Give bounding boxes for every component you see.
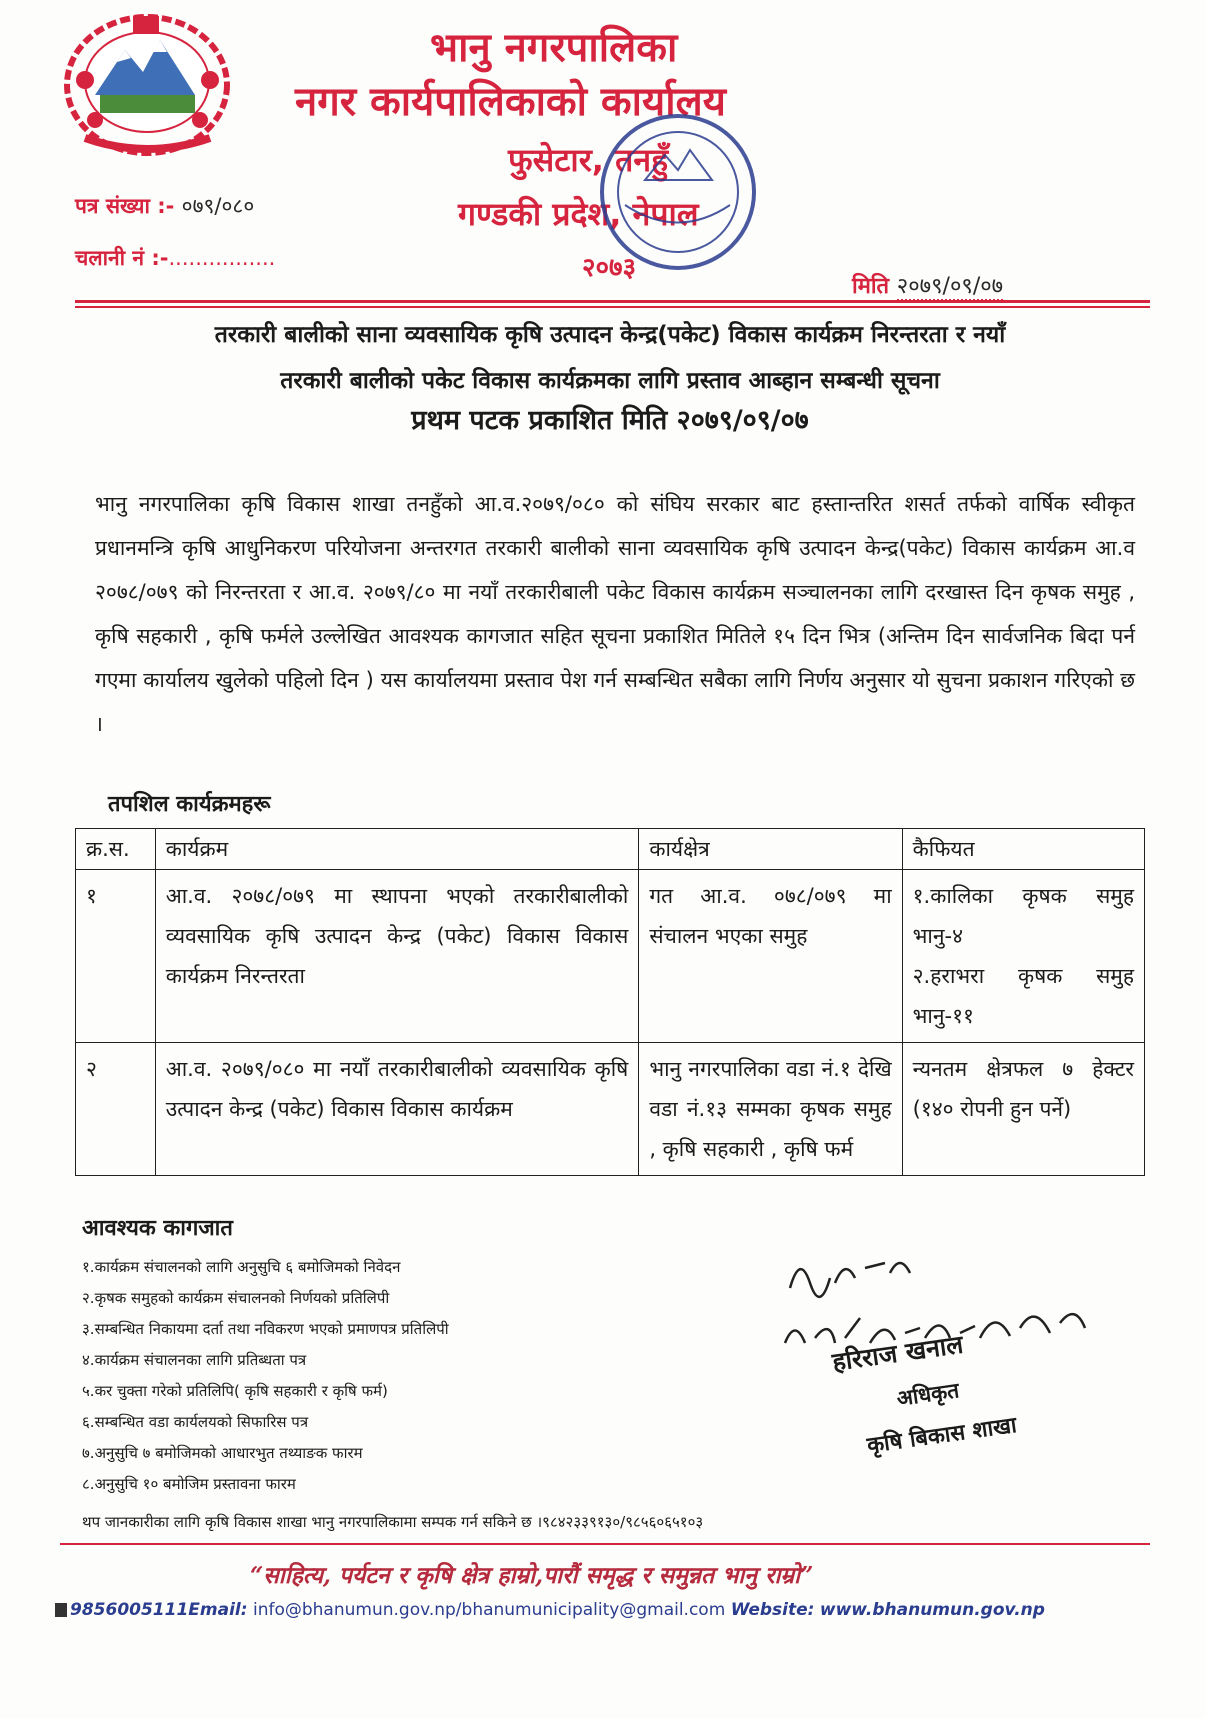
table-header-row	[76, 829, 1145, 870]
table-row	[76, 1043, 1145, 1176]
column-header-area: कार्यक्षेत्र	[639, 829, 902, 870]
date-value: २०७९/०९/०७	[896, 274, 1004, 299]
letter-date	[852, 270, 1003, 300]
dispatch-number-label: चलानी नं :-	[75, 246, 169, 270]
office-stamp	[590, 110, 765, 275]
cell-area: गत आ.व. ०७८/०७९ मा संचालन भएका समुह	[639, 870, 902, 1043]
list-item: ६.सम्बन्धित वडा कार्यलयको सिफारिस पत्र	[82, 1413, 309, 1431]
list-item: ७.अनुसुचि ७ बमोजिमको आधारभुत तथ्याङक फारम	[82, 1444, 363, 1462]
notice-subject	[120, 312, 1100, 404]
cell-program: आ.व. २०७९/०८० मा नयाँ तरकारीबालीको व्यवसायिक कृषि उत्पादन केन्द्र (पकेट) विकास विकास कार्यक्रम	[155, 1043, 639, 1176]
column-header-remarks: कैफियत	[902, 829, 1144, 870]
letter-number-label: पत्र संख्या :-	[75, 194, 175, 218]
office-location: फुसेटार, तनहुँ	[508, 141, 669, 179]
signatory-title: अधिकृत	[895, 1378, 961, 1411]
required-documents-heading: आवश्यक कागजात	[82, 1216, 233, 1241]
signatory-name: हरिराज खनाल	[830, 1329, 965, 1377]
remark-item: १.कालिका कृषक समुह भानु-४	[912, 884, 1134, 948]
list-item: ५.कर चुक्ता गरेको प्रतिलिपि( कृषि सहकारी र कृषि फर्म)	[82, 1382, 388, 1400]
email-label: Email:	[188, 1600, 248, 1620]
column-header-sn: क्र.स.	[76, 829, 156, 870]
province-name: गण्डकी प्रदेश, नेपाल	[458, 195, 699, 233]
required-documents-list	[82, 1252, 449, 1500]
dispatch-number	[75, 244, 275, 272]
cell-remarks	[902, 1043, 1144, 1176]
letter-number-value: ०७९/०८०	[181, 194, 255, 218]
subject-line-1: तरकारी बालीको साना व्यवसायिक कृषि उत्पादन केन्द्र(पकेट) विकास कार्यक्रम निरन्तरता र नयाँ	[214, 322, 1006, 348]
date-label: मिति	[852, 274, 890, 299]
programs-table	[75, 828, 1145, 1176]
signatory-branch: कृषि बिकास शाखा	[865, 1412, 1019, 1459]
cell-program: आ.व. २०७८/०७९ मा स्थापना भएको तरकारीबालीको व्यवसायिक कृषि उत्पादन केन्द्र (पकेट) विकास विकास कार्यक्रम निरन्तरता	[155, 870, 639, 1043]
remark-item: न्यनतम क्षेत्रफल ७ हेक्टर (१४० रोपनी हुन पर्ने)	[912, 1057, 1134, 1121]
phone-icon	[55, 1603, 67, 1617]
dispatch-number-value: ................	[168, 246, 276, 270]
subject-line-2: तरकारी बालीको पकेट विकास कार्यक्रमका लागि प्रस्ताव आब्हान सम्बन्धी सूचना	[280, 368, 940, 394]
cell-sn: १	[76, 870, 156, 1043]
programs-table-heading: तपशिल कार्यक्रमहरू	[108, 792, 271, 817]
website-label: Website:	[730, 1600, 815, 1620]
remark-item: २.हराभरा कृषक समुह भानु-११	[912, 964, 1134, 1028]
header-divider-thin	[75, 306, 1150, 308]
letter-number	[75, 192, 254, 220]
header-divider	[75, 300, 1150, 303]
phone-number: 9856005111	[70, 1600, 189, 1620]
cell-sn: २	[76, 1043, 156, 1176]
office-name: नगर कार्यपालिकाको कार्यालय	[295, 79, 726, 125]
more-info-contact: थप जानकारीका लागि कृषि विकास शाखा भानु नगरपालिकामा सम्पक गर्न सकिने छ ।९८४२३३९१३०/९८५६०६५१०३	[82, 1513, 704, 1531]
footer-divider	[60, 1543, 1150, 1545]
table-row	[76, 870, 1145, 1043]
municipality-name: भानु नगरपालिका	[430, 25, 678, 71]
nepal-emblem-logo	[55, 10, 240, 160]
list-item: २.कृषक समुहको कार्यक्रम संचालनको निर्णयको प्रतिलिपी	[82, 1289, 390, 1307]
column-header-program: कार्यक्रम	[155, 829, 639, 870]
cell-area: भानु नगरपालिका वडा नं.१ देखि वडा नं.१३ सम्मका कृषक समुह , कृषि सहकारी , कृषि फर्म	[639, 1043, 902, 1176]
established-year: २०७३	[582, 253, 637, 283]
list-item: ८.अनुसुचि १० बमोजिम प्रस्तावना फारम	[82, 1475, 296, 1493]
email-link[interactable]: info@bhanumun.gov.np/bhanumunicipality@gmail.com	[252, 1600, 726, 1620]
first-published-date: प्रथम पटक प्रकाशित मिति २०७९/०९/०७	[411, 405, 809, 436]
notice-body: भानु नगरपालिका कृषि विकास शाखा तनहुँको आ.व.२०७९/०८० को संघिय सरकार बाट हस्तान्तरित शसर्त तर्फको वार्षिक स्वीकृत प्रधानमन्त्रि कृषि आधुनिकरण परियोजना अन्तरगत तरकारी बालीको साना व्यवसायिक कृषि उत्पादन केन्द्र(पकेट) विकास कार्यक्रम आ.व २०७८/०७९ को निरन्तरता र आ.व. २०७९/८० मा नयाँ तरकारीबाली पकेट विकास कार्यक्रम सञ्चालनका लागि दरखास्त दिन कृषक समुह , कृषि सहकारी , कृषि फर्मले उल्लेखित आवश्यक कागजात सहित सूचना प्रकाशित मितिले १५ दिन भित्र (अन्तिम दिन सार्वजनिक बिदा पर्न गएमा कार्यालय खुलेको पहिलो दिन ) यस कार्यालयमा प्रस्ताव पेश गर्न सम्बन्धित सबैका लागि निर्णय अनुसार यो सुचना प्रकाशन गरिएको छ ।	[95, 492, 1135, 736]
website-link[interactable]: www.bhanumun.gov.np	[819, 1600, 1045, 1620]
list-item: ३.सम्बन्धित निकायमा दर्ता तथा नविकरण भएको प्रमाणपत्र प्रतिलिपी	[82, 1320, 449, 1338]
list-item: ४.कार्यक्रम संचालनका लागि प्रतिब्धता पत्र	[82, 1351, 307, 1369]
cell-remarks	[902, 870, 1144, 1043]
footer-slogan: “साहित्य, पर्यटन र कृषि क्षेत्र हाम्रो,पारौं समृद्ध र समुन्नत भानु राम्रो”	[250, 1562, 814, 1589]
list-item: १.कार्यक्रम संचालनको लागि अनुसुचि ६ बमोजिमको निवेदन	[82, 1258, 401, 1276]
footer-contact	[55, 1600, 1045, 1620]
